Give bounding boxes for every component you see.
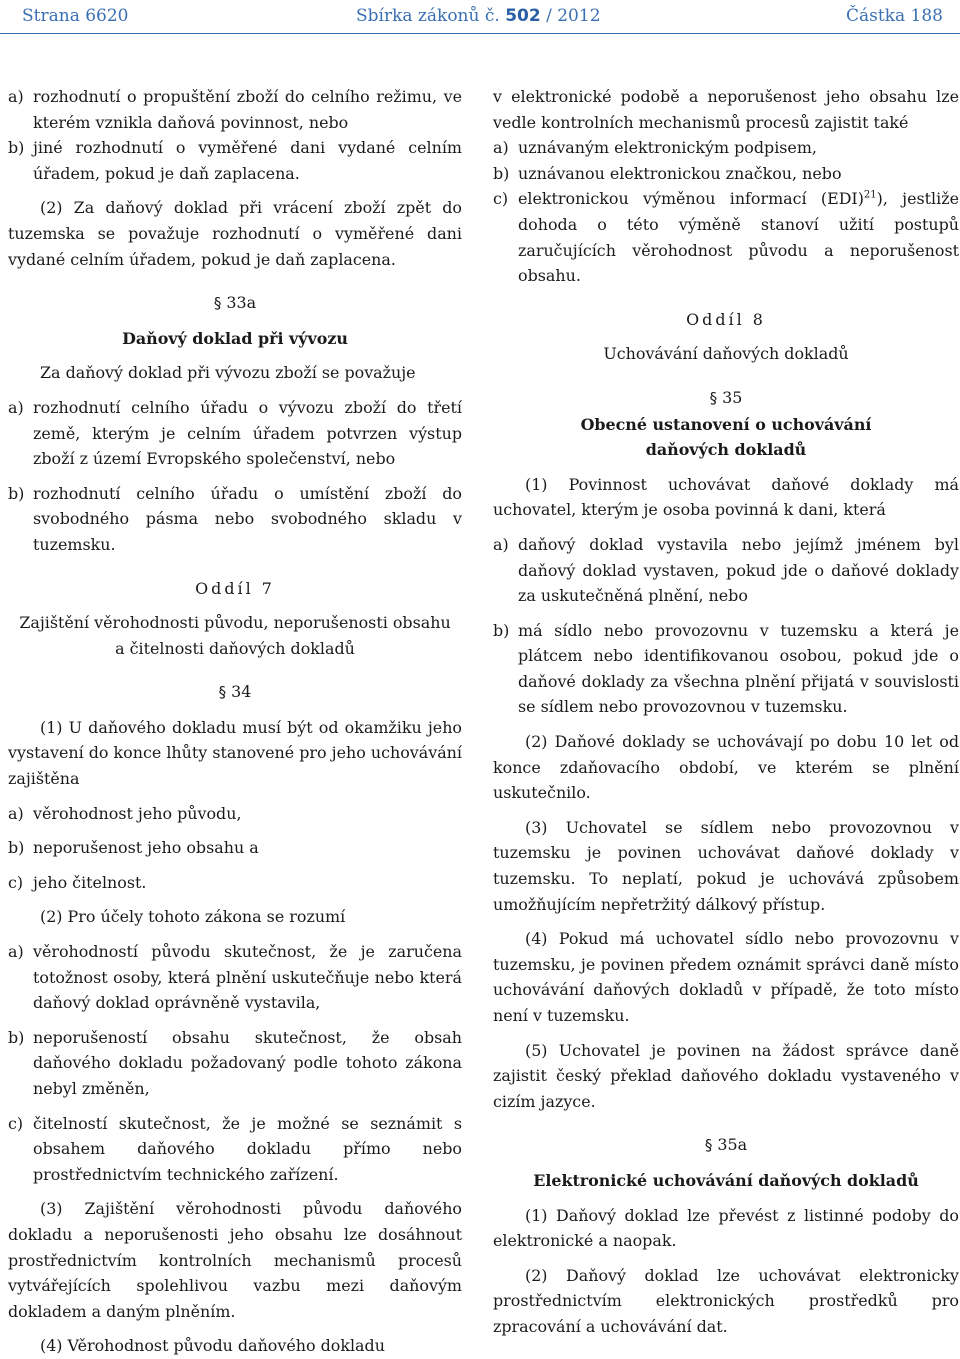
paragraph: (1) U daňového dokladu musí být od okamžiku jeho vystavení do konce lhůty stanovené pro jeho uchovávání zajištěna xyxy=(8,717,462,789)
section-heading: § 34 xyxy=(218,682,252,702)
paragraph: (3) Uchovatel se sídlem nebo provozovnou v tuzemsku je povinen uchovávat daňové doklady v tuzemsku. To neplatí, pokud je uchovává způsobem umožňujícím nepřetržitý dálkový přístup. xyxy=(493,817,959,914)
list-item: c) čitelností skutečnost, že je možné se seznámit s obsahem daňového dokladu přímo nebo prostřednictvím technického zařízení. xyxy=(8,1113,462,1184)
list-item: a) rozhodnutí celního úřadu o vývozu zboží do třetí země, kterým je celním úřadem potvrzen výstup zboží z území Evropského společenství, nebo xyxy=(8,397,462,469)
collection-prefix: Sbírka zákonů č. xyxy=(356,6,500,26)
list-item: a) rozhodnutí o propuštění zboží do celního režimu, ve kterém vznikla daňová povinnost, nebo xyxy=(8,87,462,132)
list-item: c) elektronickou výměnou informací (EDI)$^{21}$), jestliže dohoda o této výměně stanoví užití postupů zaručujících věrohodnost původu a neporušenost obsahu. xyxy=(493,189,959,286)
paragraph: (4) Pokud má uchovatel sídlo nebo provozovnu v tuzemsku, je povinen předem oznámit správci daně místo uchovávání daňových dokladů v případě, že toto místo není v tuzemsku. xyxy=(493,929,959,1025)
footnote-ref: 21 xyxy=(863,190,877,202)
issue-number: Částka 188 xyxy=(846,6,943,26)
paragraph: (1) Povinnost uchovávat daňové doklady má uchovatel, kterým je osoba povinná k dani, která xyxy=(493,474,959,520)
list-item: b) rozhodnutí celního úřadu o umístění zboží do svobodného pásma nebo svobodného skladu v tuzemsku. xyxy=(8,483,462,554)
paragraph: (1) Daňový doklad lze převést z listinné podoby do elektronické a naopak. xyxy=(493,1205,959,1251)
division-title: Uchovávání daňových dokladů xyxy=(603,344,849,364)
paragraph: (2) Daňové doklady se uchovávají po dobu 10 let od konce zdaňovacího období, ve kterém se plnění uskutečnilo. xyxy=(493,732,959,803)
division-title: a čitelnosti daňových dokladů xyxy=(115,638,355,658)
division-title: Zajištění věrohodnosti původu, neporušenosti obsahu xyxy=(19,613,451,633)
division-heading: Oddíl 7 xyxy=(195,578,275,598)
division-heading: Oddíl 8 xyxy=(686,309,766,329)
paragraph: (4) Věrohodnost původu daňového dokladu xyxy=(40,1336,385,1356)
section-heading: § 35 xyxy=(709,387,743,407)
list-item: b) neporušeností obsahu skutečnost, že obsah daňového dokladu požadovaný podle tohoto zákona nebyl změněn, xyxy=(8,1027,462,1098)
page-number: Strana 6620 xyxy=(22,6,129,26)
paragraph: Za daňový doklad při vývozu zboží se považuje xyxy=(40,363,416,383)
list-item: c) jeho čitelnost. xyxy=(8,872,147,892)
section-title: Daňový doklad při vývozu xyxy=(122,328,348,348)
section-sign-icon: § xyxy=(709,388,718,407)
section-heading: § 35a xyxy=(704,1135,748,1155)
list-item: b) jiné rozhodnutí o vyměřené dani vydané celním úřadem, pokud je daň zaplacena. xyxy=(8,138,462,183)
section-title: Elektronické uchovávání daňových dokladů xyxy=(533,1170,919,1190)
paragraph: (2) Daňový doklad lze uchovávat elektronicky prostřednictvím elektronických prostředků pro zpracování a uchovávání dat. xyxy=(493,1265,959,1336)
section-sign-icon: § xyxy=(213,294,222,313)
section-sign-icon: § xyxy=(704,1136,713,1155)
right-column xyxy=(493,84,959,1340)
section-heading: § 33a xyxy=(213,293,257,313)
paragraph: v elektronické podobě a neporušenost jeho obsahu lze vedle kontrolních mechanismů procesů zajistit také xyxy=(493,87,959,132)
collection-title xyxy=(356,6,601,26)
list-item: b) neporušenost jeho obsahu a xyxy=(8,838,259,858)
section-sign-icon: § xyxy=(218,683,227,702)
paragraph: (5) Uchovatel je povinen na žádost správce daně zajistit český překlad daňového dokladu vystaveného v cizím jazyce. xyxy=(493,1040,959,1111)
collection-year: / 2012 xyxy=(546,6,601,26)
paragraph: (2) Pro účely tohoto zákona se rozumí xyxy=(40,907,346,927)
list-item: a) věrohodnost jeho původu, xyxy=(8,803,242,823)
list-item: b) má sídlo nebo provozovnu v tuzemsku a která je plátcem nebo identifikovanou osobou, pokud jde o daňové doklady za všechna plnění přijatá v souvislosti se sídlem nebo provozovnou v tuzemsku. xyxy=(493,620,959,717)
list-item: a) uznávaným elektronickým podpisem, xyxy=(493,138,817,158)
section-title: daňových dokladů xyxy=(645,440,807,460)
paragraph: (2) Za daňový doklad při vrácení zboží zpět do tuzemska se považuje rozhodnutí o vyměřené dani vydané celním úřadem, pokud je daň zaplacena. xyxy=(8,198,462,269)
list-item: b) uznávanou elektronickou značkou, nebo xyxy=(493,163,842,183)
left-column xyxy=(8,84,462,1359)
page-header xyxy=(0,0,960,30)
paragraph: (3) Zajištění věrohodnosti původu daňového dokladu a neporušenosti jeho obsahu lze dosáhnout prostřednictvím kontrolních mechanismů procesů vytvářejících spolehlivou vazbu mezi daňovým dokladem a daným plněním. xyxy=(8,1199,462,1321)
list-item: a) věrohodností původu skutečnost, že je zaručena totožnost osoby, která plnění uskutečňuje nebo která daňový doklad oprávněně vystavila, xyxy=(8,942,462,1013)
section-title: Obecné ustanovení o uchovávání xyxy=(580,414,872,434)
list-item: a) daňový doklad vystavila nebo jejímž jménem byl daňový doklad vystaven, pokud jde o daňové doklady za uskutečněná plnění, nebo xyxy=(493,534,959,606)
law-number: 502 xyxy=(505,6,541,26)
header-rule xyxy=(0,33,960,34)
